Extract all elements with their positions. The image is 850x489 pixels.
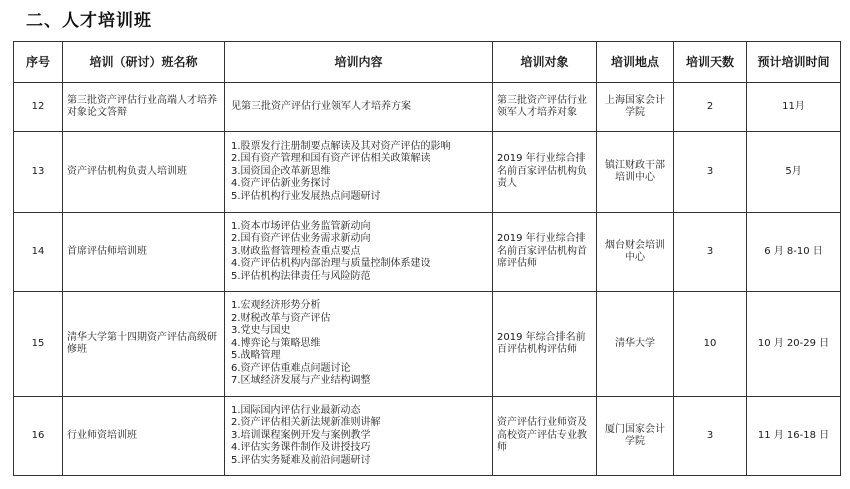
content-item: 4.博弈论与策略思维 bbox=[231, 337, 321, 349]
cell-no: 13 bbox=[14, 132, 63, 213]
content-item: 3.财政监督管理检查重点要点 bbox=[231, 245, 361, 257]
cell-time: 11月 bbox=[747, 83, 841, 132]
content-item: 1.股票发行注册制要点解读及其对资产评估的影响 bbox=[231, 140, 451, 152]
content-item: 2.国有资产管理和国有资产评估相关政策解读 bbox=[231, 153, 431, 165]
cell-days: 3 bbox=[674, 397, 747, 476]
cell-days: 10 bbox=[674, 292, 747, 397]
cell-no: 16 bbox=[14, 397, 63, 476]
content-item: 3.国资国企改革新思维 bbox=[231, 165, 331, 177]
content-item: 6.资产评估重难点问题讨论 bbox=[231, 362, 351, 374]
cell-location: 上海国家会计学院 bbox=[597, 83, 674, 132]
header-target: 培训对象 bbox=[493, 42, 597, 83]
content-item: 4.资产评估新业务探讨 bbox=[231, 178, 331, 190]
content-item: 1.宏观经济形势分析 bbox=[231, 300, 321, 312]
cell-location: 厦门国家会计学院 bbox=[597, 397, 674, 476]
cell-no: 14 bbox=[14, 213, 63, 292]
cell-content bbox=[225, 292, 493, 397]
content-item: 见第三批资产评估行业领军人才培养方案 bbox=[231, 100, 411, 112]
cell-time: 10 月 20-29 日 bbox=[747, 292, 841, 397]
content-item: 3.培训课程案例开发与案例教学 bbox=[231, 429, 371, 441]
header-name: 培训（研讨）班名称 bbox=[63, 42, 225, 83]
cell-time: 5月 bbox=[747, 132, 841, 213]
content-item: 4.评估实务课件制作及讲授技巧 bbox=[231, 442, 371, 454]
content-item: 2.国有资产评估业务需求新动向 bbox=[231, 233, 371, 245]
cell-days: 3 bbox=[674, 213, 747, 292]
cell-days: 3 bbox=[674, 132, 747, 213]
header-content: 培训内容 bbox=[225, 42, 493, 83]
cell-target: 第三批资产评估行业领军人才培养对象 bbox=[493, 83, 597, 132]
table-row bbox=[14, 213, 841, 292]
header-time: 预计培训时间 bbox=[747, 42, 841, 83]
content-item: 5.战略管理 bbox=[231, 350, 281, 362]
cell-target: 资产评估行业师资及高校资产评估专业教师 bbox=[493, 397, 597, 476]
cell-name: 首席评估师培训班 bbox=[63, 213, 225, 292]
content-item: 5.评估机构法律责任与风险防范 bbox=[231, 270, 371, 282]
cell-target: 2019 年行业综合排名前百家评估机构负责人 bbox=[493, 132, 597, 213]
table-row bbox=[14, 292, 841, 397]
cell-content bbox=[225, 132, 493, 213]
cell-content bbox=[225, 397, 493, 476]
cell-location: 烟台财会培训中心 bbox=[597, 213, 674, 292]
content-item: 5.评估实务疑难及前沿问题研讨 bbox=[231, 454, 371, 466]
cell-content bbox=[225, 213, 493, 292]
header-no: 序号 bbox=[14, 42, 63, 83]
cell-name: 资产评估机构负责人培训班 bbox=[63, 132, 225, 213]
content-item: 1.资本市场评估业务监管新动向 bbox=[231, 220, 371, 232]
cell-location: 清华大学 bbox=[597, 292, 674, 397]
cell-name: 清华大学第十四期资产评估高级研修班 bbox=[63, 292, 225, 397]
content-item: 2.资产评估相关新法规新准则讲解 bbox=[231, 417, 381, 429]
content-item: 2.财税改革与资产评估 bbox=[231, 312, 331, 324]
section-title: 二、人才培训班 bbox=[26, 11, 152, 31]
content-item: 4.资产评估机构内部治理与质量控制体系建设 bbox=[231, 258, 431, 270]
content-item: 5.评估机构行业发展热点问题研讨 bbox=[231, 190, 381, 202]
table-row bbox=[14, 132, 841, 213]
cell-days: 2 bbox=[674, 83, 747, 132]
table-row bbox=[14, 83, 841, 132]
cell-target: 2019 年行业综合排名前百家评估机构首席评估师 bbox=[493, 213, 597, 292]
content-item: 1.国际国内评估行业最新动态 bbox=[231, 404, 361, 416]
table-row bbox=[14, 397, 841, 476]
cell-location: 镇江财政干部培训中心 bbox=[597, 132, 674, 213]
cell-target: 2019 年综合排名前百评估机构评估师 bbox=[493, 292, 597, 397]
header-location: 培训地点 bbox=[597, 42, 674, 83]
table-header-row bbox=[14, 42, 841, 83]
content-item: 3.党史与国史 bbox=[231, 325, 291, 337]
cell-name: 第三批资产评估行业高端人才培养对象论文答辩 bbox=[63, 83, 225, 132]
content-item: 7.区域经济发展与产业结构调整 bbox=[231, 375, 371, 387]
cell-time: 11 月 16-18 日 bbox=[747, 397, 841, 476]
cell-time: 6 月 8-10 日 bbox=[747, 213, 841, 292]
cell-content bbox=[225, 83, 493, 132]
cell-no: 12 bbox=[14, 83, 63, 132]
training-plan-table bbox=[13, 41, 841, 476]
cell-name: 行业师资培训班 bbox=[63, 397, 225, 476]
cell-no: 15 bbox=[14, 292, 63, 397]
header-days: 培训天数 bbox=[674, 42, 747, 83]
